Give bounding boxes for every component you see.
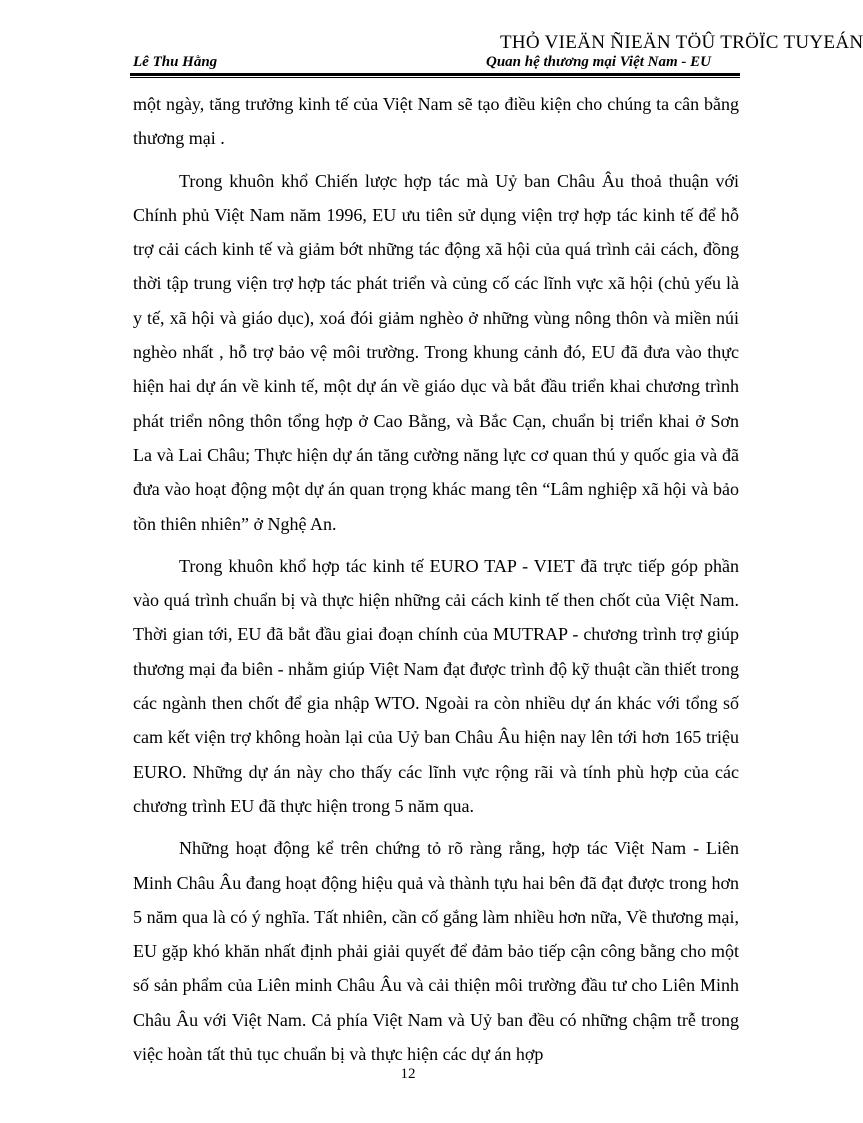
page-number: 12 xyxy=(400,1066,416,1082)
paragraph: Trong khuôn khổ hợp tác kinh tế EURO TAP - VIET đã trực tiếp góp phần vào quá trình chuẩn bị và thực hiện những cải cách kinh tế then chốt của Việt Nam. Thời gian tới, EU đã bắt đầu giai đoạn chính của MUTRAP - chương trình trợ giúp thương mại đa biên - nhằm giúp Việt Nam đạt được trình độ kỹ thuật cần thiết trong các ngành then chốt để gia nhập WTO. Ngoài ra còn nhiều dự án khác với tổng số cam kết viện trợ không hoàn lại của Uỷ ban Châu Âu hiện nay lên tới hơn 165 triệu EURO. Những dự án này cho thấy các lĩnh vực rộng rãi và tính phù hợp của các chương trình EU đã thực hiện trong 5 năm qua. xyxy=(133,555,739,816)
header-rule xyxy=(130,73,740,76)
header-rule-thin xyxy=(130,77,740,78)
document-body xyxy=(133,87,739,1079)
paragraph: một ngày, tăng trưởng kinh tế của Việt Nam sẽ tạo điều kiện cho chúng ta cân bằng thương mại . xyxy=(133,94,739,149)
paragraph: Những hoạt động kể trên chứng tỏ rõ ràng rằng, hợp tác Việt Nam - Liên Minh Châu Âu đang hoạt động hiệu quả và thành tựu hai bên đã đạt được trong hơn 5 năm qua là có ý nghĩa. Tất nhiên, cần cố gắng làm nhiều hơn nữa, Về thương mại, EU gặp khó khăn nhất định phải giải quyết để đảm bảo tiếp cận công bằng cho một số sản phẩm của Liên minh Châu Âu và cải thiện môi trường đầu tư cho Liên Minh Châu Âu với Việt Nam. Cả phía Việt Nam và Uỷ ban đều có những chậm trễ trong việc hoàn tất thủ tục chuẩn bị và thực hiện các dự án hợp xyxy=(133,838,739,1065)
paragraph: Trong khuôn khổ Chiến lược hợp tác mà Uỷ ban Châu Âu thoả thuận với Chính phủ Việt Nam năm 1996, EU ưu tiên sử dụng viện trợ hợp tác kinh tế để hỗ trợ cải cách kinh tế và giảm bớt những tác động xã hội của quá trình cải cách, đồng thời tập trung viện trợ hợp tác phát triển và củng cố các lĩnh vực xã hội (chủ yếu là y tế, xã hội và giáo dục), xoá đói giảm nghèo ở những vùng nông thôn và miền núi nghèo nhất , hỗ trợ bảo vệ môi trường. Trong khung cảnh đó, EU đã đưa vào thực hiện hai dự án về kinh tế, một dự án về giáo dục và bắt đầu triển khai chương trình phát triển nông thôn tổng hợp ở Cao Bằng, và Bắc Cạn, chuẩn bị triển khai ở Sơn La và Lai Châu; Thực hiện dự án tăng cường năng lực cơ quan thú y quốc gia và đã đưa vào hoạt động một dự án quan trọng khác mang tên “Lâm nghiệp xã hội và bảo tồn thiên nhiên” ở Nghệ An. xyxy=(133,170,739,534)
watermark-title: THỎ VIEÄN ÑIEÄN TÖÛ TRÖÏC TUYEÁN xyxy=(500,32,863,53)
document-subject: Quan hệ thương mại Việt Nam - EU xyxy=(486,54,711,70)
author-name: Lê Thu Hằng xyxy=(133,54,218,70)
